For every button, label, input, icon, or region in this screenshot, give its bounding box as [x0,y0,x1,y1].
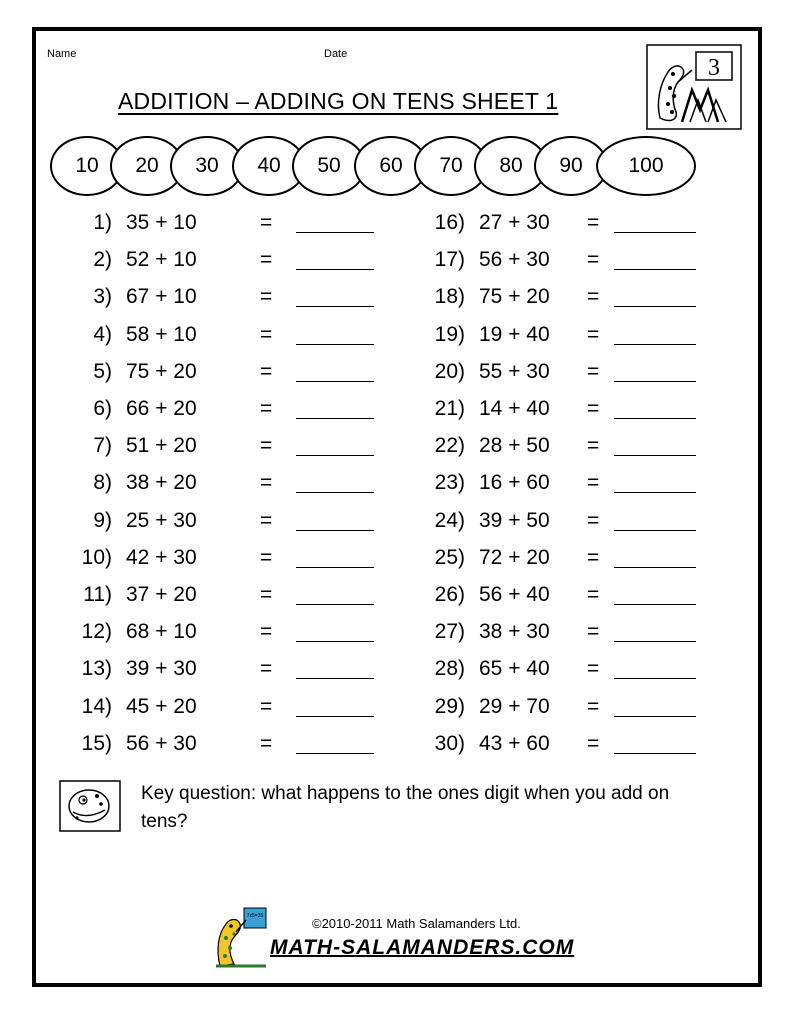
problem-expression: 16 + 60 [479,471,550,495]
problem-number: 11) [83,583,112,606]
equals-sign: = [587,508,600,532]
problem-expression: 37 + 20 [126,583,197,606]
answer-blank[interactable] [296,604,374,605]
problem-number: 19) [434,322,465,346]
equals-sign: = [587,620,600,644]
problem-row [60,248,374,285]
answer-blank[interactable] [614,269,696,270]
problem-expression: 68 + 10 [126,620,197,644]
problem-expression: 75 + 20 [479,285,550,309]
problem-row [413,248,696,285]
problem-expression: 58 + 10 [126,322,197,346]
problem-row [60,285,374,322]
answer-blank[interactable] [296,753,374,754]
problem-number: 24) [434,508,465,532]
equals-sign: = [260,248,273,272]
number-line-oval: 40 [232,136,306,196]
equals-sign: = [260,583,273,606]
problem-number: 21) [434,397,465,420]
grade-number: 3 [708,55,720,81]
equals-sign: = [260,322,273,346]
problem-expression: 39 + 50 [479,508,550,532]
name-label: Name [47,48,77,60]
problem-row [60,471,374,508]
equals-sign: = [260,211,273,234]
problem-row [60,211,374,248]
problem-expression: 38 + 30 [479,620,550,644]
problem-row [413,657,696,694]
answer-blank[interactable] [614,306,696,307]
problem-number: 8) [93,471,112,495]
problem-expression: 75 + 20 [126,359,197,383]
problem-expression: 56 + 40 [479,583,550,606]
equals-sign: = [260,508,273,532]
equals-sign: = [587,397,600,420]
problem-row [60,657,374,694]
problem-expression: 56 + 30 [479,248,550,272]
key-question [141,780,751,836]
problem-expression: 55 + 30 [479,359,550,383]
problem-expression: 29 + 70 [479,694,550,718]
equals-sign: = [260,285,273,309]
answer-blank[interactable] [614,641,696,642]
number-line-oval: 70 [414,136,488,196]
answer-blank[interactable] [296,567,374,568]
equals-sign: = [587,731,600,755]
problem-row [413,732,696,769]
equals-sign: = [587,211,600,234]
problem-number: 20) [434,359,465,383]
problem-expression: 72 + 20 [479,545,550,569]
answer-blank[interactable] [296,269,374,270]
number-line-oval: 80 [474,136,548,196]
salamander-mascot-icon [210,906,272,968]
problem-row [413,620,696,657]
problem-expression: 43 + 60 [479,731,550,755]
page-title: ADDITION – ADDING ON TENS SHEET 1 [118,88,559,114]
problem-row [413,583,696,620]
answer-blank[interactable] [614,753,696,754]
equals-sign: = [587,694,600,718]
problem-expression: 67 + 10 [126,285,197,309]
equals-sign: = [587,285,600,309]
problem-number: 29) [434,694,465,718]
equals-sign: = [260,397,273,420]
problem-expression: 39 + 30 [126,657,197,681]
problem-row [413,211,696,248]
problem-expression: 14 + 40 [479,397,550,420]
answer-blank[interactable] [614,344,696,345]
problem-expression: 38 + 20 [126,471,197,495]
number-line-oval: 10 [50,136,124,196]
answer-blank[interactable] [296,716,374,717]
problem-row [413,509,696,546]
board-text: 7x5=35 [246,913,264,919]
problem-expression: 52 + 10 [126,248,197,272]
problem-expression: 51 + 20 [126,434,197,458]
problem-number: 15) [81,731,112,755]
problem-row [413,471,696,508]
problem-expression: 56 + 30 [126,731,197,755]
answer-blank[interactable] [296,530,374,531]
problem-number: 14) [81,694,112,718]
date-label: Date [324,48,348,60]
problem-expression: 66 + 20 [126,397,197,420]
key-question-line-2: tens? [141,811,188,832]
answer-blank[interactable] [296,492,374,493]
problem-row [413,323,696,360]
problem-row [60,397,374,434]
problem-row [413,546,696,583]
problem-expression: 35 + 10 [126,211,197,234]
answer-blank[interactable] [296,678,374,679]
problem-row [60,620,374,657]
problem-number: 17) [434,248,465,272]
problem-expression: 42 + 30 [126,545,197,569]
problem-number: 7) [93,434,112,458]
number-line-oval: 60 [354,136,428,196]
problem-number: 26) [434,583,465,606]
answer-blank[interactable] [614,567,696,568]
problem-number: 5) [93,359,112,383]
equals-sign: = [260,731,273,755]
problem-row [60,583,374,620]
problem-number: 6) [93,397,112,420]
problem-expression: 27 + 30 [479,211,550,234]
problem-number: 12) [81,620,112,644]
equals-sign: = [260,545,273,569]
copyright-text: ©2010-2011 Math Salamanders Ltd. [312,916,521,931]
problem-row [413,360,696,397]
problem-number: 4) [93,322,112,346]
answer-blank[interactable] [614,492,696,493]
answer-blank[interactable] [614,418,696,419]
problem-number: 28) [434,657,465,681]
problem-expression: 28 + 50 [479,434,550,458]
problem-row [60,323,374,360]
problem-expression: 25 + 30 [126,508,197,532]
answer-blank[interactable] [296,641,374,642]
equals-sign: = [587,545,600,569]
problem-number: 2) [93,248,112,272]
equals-sign: = [587,248,600,272]
equals-sign: = [260,434,273,458]
salamander-logo-icon [646,44,742,130]
problem-expression: 19 + 40 [479,322,550,346]
problem-row [413,285,696,322]
equals-sign: = [260,359,273,383]
problem-number: 16) [434,211,465,234]
problem-row [60,360,374,397]
problem-number: 1) [93,211,112,234]
problem-row [60,546,374,583]
answer-blank[interactable] [296,306,374,307]
problem-number: 18) [434,285,465,309]
answer-blank[interactable] [296,232,374,233]
problem-number: 23) [434,471,465,495]
problem-number: 13) [81,657,112,681]
problem-row [60,732,374,769]
answer-blank[interactable] [614,716,696,717]
problem-number: 27) [434,620,465,644]
number-line-oval: 50 [292,136,366,196]
problem-number: 22) [434,434,465,458]
equals-sign: = [587,583,600,606]
number-line-oval: 90 [534,136,608,196]
problem-expression: 65 + 40 [479,657,550,681]
problem-row [413,695,696,732]
problem-row [60,434,374,471]
problem-number: 9) [93,508,112,532]
answer-blank[interactable] [614,530,696,531]
equals-sign: = [587,657,600,681]
equals-sign: = [587,322,600,346]
tens-number-line [50,136,700,198]
equals-sign: = [260,694,273,718]
equals-sign: = [260,471,273,495]
salamander-head-icon [59,780,121,832]
number-line-oval: 100 [596,136,696,196]
equals-sign: = [587,359,600,383]
number-line-oval: 20 [110,136,184,196]
answer-blank[interactable] [296,455,374,456]
answer-blank[interactable] [614,604,696,605]
answer-blank[interactable] [296,418,374,419]
answer-blank[interactable] [614,678,696,679]
number-line-oval: 30 [170,136,244,196]
equals-sign: = [260,657,273,681]
equals-sign: = [260,620,273,644]
problem-row [60,695,374,732]
problem-number: 3) [93,285,112,309]
problem-number: 30) [434,731,465,755]
answer-blank[interactable] [614,455,696,456]
site-logo-text: MATH-SALAMANDERS.COM [270,936,575,959]
equals-sign: = [587,471,600,495]
equals-sign: = [587,434,600,458]
problem-number: 25) [434,545,465,569]
problem-row [60,509,374,546]
answer-blank[interactable] [614,381,696,382]
problem-expression: 45 + 20 [126,694,197,718]
problem-row [413,434,696,471]
answer-blank[interactable] [614,232,696,233]
answer-blank[interactable] [296,381,374,382]
answer-blank[interactable] [296,344,374,345]
problem-number: 10) [81,545,112,569]
problem-row [413,397,696,434]
key-question-line-1: Key question: what happens to the ones digit when you add on [141,783,670,804]
